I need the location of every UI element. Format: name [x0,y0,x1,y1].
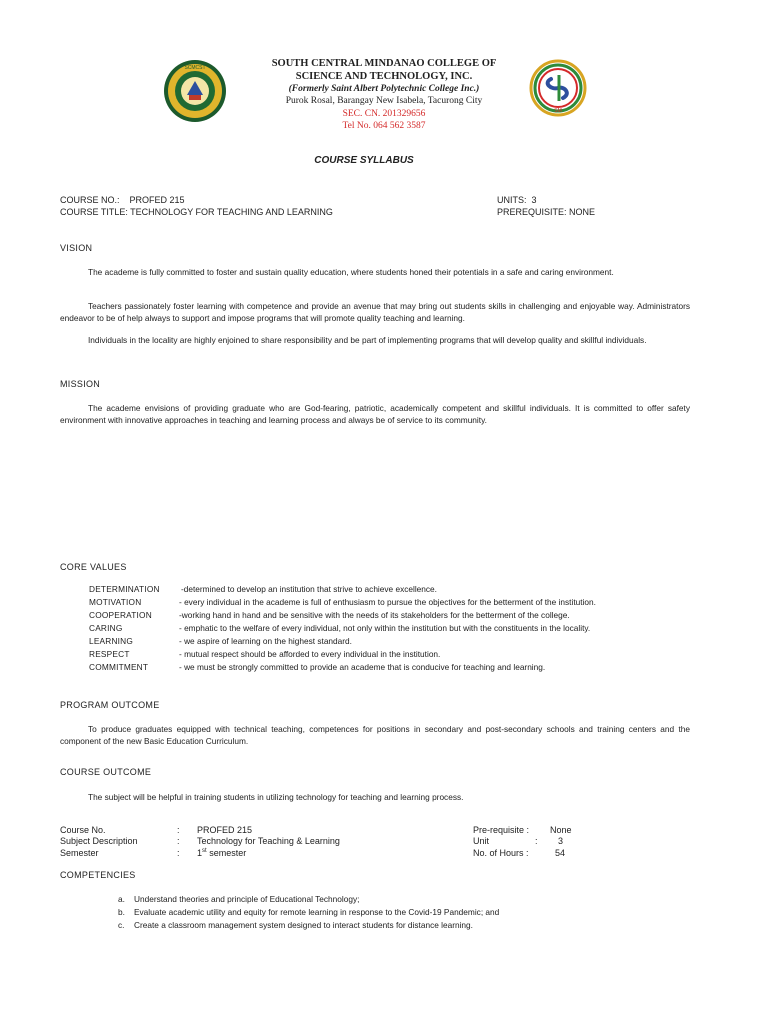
competency-text: Understand theories and principle of Educational Technology; [134,894,360,904]
info-colon: : [177,825,180,835]
competency-text: Evaluate academic utility and equity for remote learning in response to the Covid-19 Pandemic; and [134,907,500,917]
info-colon: : [177,848,180,858]
course-no-value: PROFED 215 [197,825,253,835]
semester-label: Semester [60,848,99,858]
program-outcome-heading: PROGRAM OUTCOME [60,700,160,710]
info-colon: : [535,836,538,846]
subject-description-label: Subject Description [60,836,138,846]
core-value-desc: - we must be strongly committed to provide an academe that is conducive for teaching and learning. [179,662,546,672]
core-value-row [89,649,729,661]
info-colon: : [177,836,180,846]
core-value-key: CARING [89,623,123,633]
semester-ordinal: st [202,848,207,854]
prerequisite-value: None [550,825,572,835]
core-values-heading: CORE VALUES [60,562,127,572]
semester-number: 1 [197,848,203,858]
core-value-row [89,597,729,609]
sec-number: SEC. CN. 201329656 [342,109,426,119]
core-value-row [89,610,729,622]
core-value-desc: -determined to develop an institution that strive to achieve excellence. [181,584,437,594]
school-name-line-2: SCIENCE AND TECHNOLOGY, INC. [295,71,473,82]
competency-text: Create a classroom management system designed to interact students for distance learning. [134,920,473,930]
hours-value: 54 [555,848,566,858]
core-value-key: COMMITMENT [89,662,149,672]
core-value-row [89,623,729,635]
mission-paragraph: The academe envisions of providing graduate who are God-fearing, patriotic, academically competent and skillful individuals. It is committed to offer safety environment with innovative approaches in teaching and learning process and always be of service to its community. [60,403,690,425]
core-value-desc: - every individual in the academe is full of enthusiasm to pursue the objectives for the betterment of the institution. [179,597,596,607]
competency-item [118,907,499,917]
core-value-row [89,636,729,648]
document-title: COURSE SYLLABUS [314,155,414,166]
vision-paragraph-3: Individuals in the locality are highly enjoined to share responsibility and be part of implementing programs that will develop quality and skillful individuals. [88,335,647,345]
school-former-name: (Formerly Saint Albert Polytechnic College Inc.) [288,84,480,94]
course-outcome-paragraph: The subject will be helpful in training students in utilizing technology for teaching and learning process. [88,792,464,802]
core-value-desc: - mutual respect should be afforded to every individual in the institution. [179,649,441,659]
course-no-label: Course No. [60,825,106,835]
vision-paragraph-2: Teachers passionately foster learning with competence and provide an avenue that may bring out students skills in challenging and enjoyable way. Administrators endeavor to be of help always to support and impose programs that will promote quality teaching and learning. [60,301,690,323]
core-value-key: LEARNING [89,636,134,646]
course-number: COURSE NO.: PROFED 215 [60,195,185,205]
core-value-key: DETERMINATION [89,584,160,594]
school-address: Purok Rosal, Barangay New Isabela, Tacurong City [285,96,483,106]
subject-description-value: Technology for Teaching & Learning [197,836,340,846]
competency-item [118,894,359,904]
core-value-key: MOTIVATION [89,597,142,607]
svg-text:SCMCST: SCMCST [184,65,206,71]
core-value-desc: -working hand in hand and be sensitive with the needs of its stakeholders for the betterment of the college. [179,610,570,620]
core-value-row [89,584,729,596]
competency-marker: a. [118,894,125,904]
competency-item [118,920,473,930]
unit-label: Unit [473,836,490,846]
core-value-row [89,662,729,674]
competencies-heading: COMPETENCIES [60,870,136,880]
vision-heading: VISION [60,243,93,253]
telephone-number: Tel No. 064 562 3587 [342,121,426,131]
school-name-line-1: SOUTH CENTRAL MINDANAO COLLEGE OF [271,58,497,69]
unit-value: 3 [558,836,564,846]
competency-marker: c. [118,920,125,930]
mission-heading: MISSION [60,379,101,389]
core-value-key: RESPECT [89,649,130,659]
core-value-desc: - we aspire of learning on the highest standard. [179,636,352,646]
units: UNITS: 3 [497,195,537,205]
prerequisite: PREREQUISITE: NONE [497,207,596,217]
core-value-desc: - emphatic to the welfare of every individual, not only within the institution but with the constituents in the locality. [179,623,591,633]
prerequisite-label: Pre-requisite : [473,825,530,835]
course-title: COURSE TITLE: TECHNOLOGY FOR TEACHING AND LEARNING [60,207,333,217]
semester-word: semester [209,848,247,858]
course-outcome-heading: COURSE OUTCOME [60,767,152,777]
svg-text:SM: SM [554,108,562,114]
core-value-key: COOPERATION [89,610,152,620]
competency-marker: b. [118,907,125,917]
hours-label: No. of Hours : [473,848,529,858]
vision-paragraph-1: The academe is fully committed to foster and sustain quality education, where students honed their potentials in a safe and caring environment. [88,267,614,277]
program-outcome-paragraph: To produce graduates equipped with technical teaching, competences for positions in secondary and post-secondary schools and training centers and the component of the new Basic Education Curriculum. [60,724,690,746]
semester-value [197,848,246,858]
